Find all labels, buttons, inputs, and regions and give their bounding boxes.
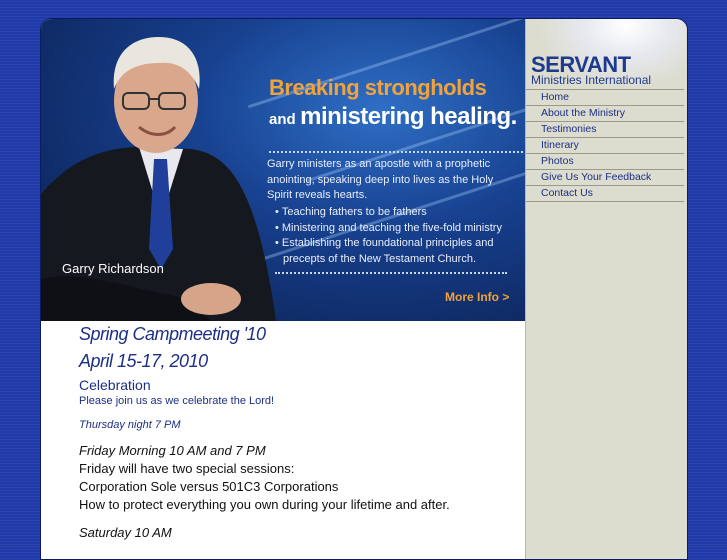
nav-item-feedback[interactable]: Give Us Your Feedback bbox=[526, 170, 684, 186]
friday-line: Friday will have two special sessions: bbox=[79, 461, 295, 476]
logo-title: SERVANT bbox=[531, 52, 631, 77]
event-title: Spring Campmeeting '10 bbox=[79, 324, 266, 344]
headline-connector: and bbox=[269, 111, 296, 128]
banner-bullet-list bbox=[273, 205, 523, 267]
banner-description: Garry ministers as an apostle with a prophetic anointing, speaking deep into lives as the Holy Spirit reveals hearts. bbox=[267, 158, 494, 201]
friday-heading: Friday Morning 10 AM and 7 PM bbox=[79, 443, 266, 458]
main-navigation bbox=[526, 89, 684, 202]
event-subtitle: Celebration bbox=[79, 377, 151, 393]
headline-primary: Breaking strongholds bbox=[269, 75, 487, 100]
bullet-item: • Establishing the foundational principles and precepts of the New Testament Church. bbox=[273, 236, 523, 267]
logo-subtitle: Ministries International bbox=[531, 73, 652, 87]
nav-item-testimonies[interactable]: Testimonies bbox=[526, 122, 684, 138]
nav-item-home[interactable]: Home bbox=[526, 90, 684, 106]
main-content bbox=[79, 321, 519, 542]
nav-item-itinerary[interactable]: Itinerary bbox=[526, 138, 684, 154]
headline-secondary bbox=[269, 103, 517, 131]
more-info-link[interactable]: More Info > bbox=[445, 290, 510, 304]
hero-banner bbox=[41, 19, 525, 321]
divider-bottom bbox=[275, 272, 507, 274]
divider-top bbox=[269, 151, 525, 153]
thursday-session: Thursday night 7 PM bbox=[79, 419, 181, 431]
bullet-item: • Teaching fathers to be fathers bbox=[273, 205, 523, 221]
page-frame bbox=[40, 18, 688, 560]
friday-line: Corporation Sole versus 501C3 Corporations bbox=[79, 479, 339, 494]
nav-item-about[interactable]: About the Ministry bbox=[526, 106, 684, 122]
headline-emphasis: ministering healing. bbox=[300, 103, 517, 130]
bullet-item: • Ministering and teaching the five-fold ministry bbox=[273, 221, 523, 237]
nav-item-contact[interactable]: Contact Us bbox=[526, 186, 684, 202]
event-dates: April 15-17, 2010 bbox=[79, 351, 208, 371]
saturday-heading: Saturday 10 AM bbox=[79, 525, 172, 540]
portrait-caption: Garry Richardson bbox=[62, 261, 164, 276]
sidebar bbox=[525, 19, 688, 559]
friday-line: How to protect everything you own during your lifetime and after. bbox=[79, 497, 450, 512]
nav-item-photos[interactable]: Photos bbox=[526, 154, 684, 170]
event-intro: Please join us as we celebrate the Lord! bbox=[79, 395, 275, 407]
